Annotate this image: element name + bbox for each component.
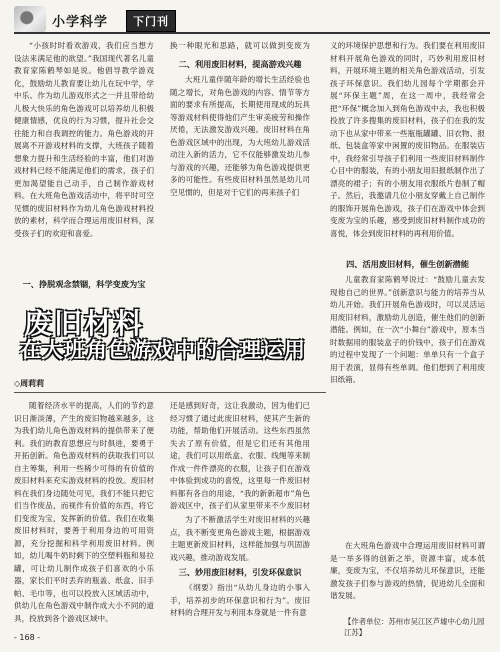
author-byline: ◇周莉莉 [14,379,45,388]
article-text-top-col2a: 换一种眼光和思路，就可以做到变废为 [170,41,310,50]
header-rule [14,32,490,34]
article-text-top-col2b: 大班儿童伴随年龄的增长生活经验也随之增长，对角色游戏的内容、情节等方面的要求有所提高，长期使用现成的玩具等游戏材料使得他们产生审美疲劳和操作厌倦，无法激发游戏兴趣。废旧材料在角色游戏区域中的出现，为大班幼儿游戏活动注入新的活力，它不仅能够激发幼儿参与游戏的兴趣，还能够为角色游戏提供更多的可能性。有些废旧材料虽然是幼儿司空见惯的，但是对于它们的再来孩子们 [170,75,310,197]
article-text-col4: 儿童教育家陈鹤琴说过：“鼓励儿童去发现他自己的世界。”创新意识与能力的培养当从幼儿开始。我们开展角色游戏时，可以灵活运用废旧材料，激励幼儿创造，催生他们的创新潜能。例如，在一次“小舞台”游戏中，原本当时数据用的服装盒子的价钱中，孩子们在游戏的过程中发现了一个问题：单单只有一个盒子用于表演，显得有些单调。他们想到了利用废旧纸箱。 [330,275,485,384]
article-title-line2: 在大班角色游戏中的合理运用 [20,338,306,362]
section-heading-1: 一、挣脱观念禁锢，科学变废为宝 [22,279,146,289]
article-text-top-col1: “小孩时时看欢游戏，我们应当想方设法来满足他的欲望。”我国现代著名儿童教育家陈鹤琴如是说。他倡导教学游戏化，鼓励幼儿教育要让幼儿在玩中学，学中乐。作为幼儿游戏形式之一并且带给幼儿极大快乐的角色游戏可以培养幼儿积极健康情感，优良的行为习惯，提升社会交往能力和自我调控的能力。角色游戏的开展离不开游戏材料的支撑，大班孩子随着想象力提升和生活经验的丰富，他们对游戏材料已经不能满足他们的需求，孩子们更加渴望能自己动手，自己制作游戏材料。在大班角色游戏活动中，将平时可空见惯的废旧材料作为幼儿角色游戏材料投放的素材，科学而合理运用废旧材料，深受孩子们的欢迎和喜爱。 [14,41,154,238]
author-affiliation: 【作者单位：苏州市吴江区芦墟中心幼儿园 江苏】 [344,617,485,637]
article-text-bottom-col2c: 《纲要》指出“从幼儿身边的小事入手，培养初步的环保意识和行为”。废旧材料的合理开发与利用本身就是一件有意 [170,583,310,617]
article-title-line1: 废旧材料 [24,307,145,340]
article-text-bottom-col2a: 还是感到好奇，这让我激动，因为他们已经习惯了通过此废旧材料，使其产生新的功能，帮助他们开展活动。这些东西虽然失去了原有价值，但是它们还有其他用途，我们可以用纸盒、衣服、线绳等来制作成一件件漂亮的衣服，让孩子们在游戏中体验到成功的喜悦，这里每一件废旧材料都有各自的用途，“我的新新超市”角色游戏区中，孩子们从家里带来不少废旧材 [170,401,310,510]
magazine-name: 小学科学 [52,15,109,30]
title-banner [14,300,326,372]
page-number: - 168 - [14,633,41,642]
article-conclusion: 在大班角色游戏中合理运用废旧材料可谓是一举多得的创新之举，资源丰富，成本低廉，变废为宝，不仅培养幼儿环保意识，还能激发孩子们参与游戏的热情，促进幼儿全面和谐发展。 [330,541,485,600]
article-text-bottom-col2b: 为了不断激活学生对废旧材料的兴趣点，我不断变更角色游戏主题，根据游戏主题更新废旧材料，这样能加强与巩固游戏兴趣，推动游戏发展。 [170,515,310,562]
section-heading-2: 二、利用废旧材料，提高游戏兴趣 [178,59,302,69]
article-text-bottom-col1: 随着经济水平的提高，人们的节约意识日渐淡薄，产生的废旧物越来越多，这为我们幼儿角色游戏材料的提供带来了便利。我们的教育思想应与时俱进，要勇于开拓创新。角色游戏材料的获取我们可以自主筹集，利用一些稀少可得的有价值的废旧材料来充实游戏材料的投放。废旧材料在我们身边随处可见，我们不能只把它们当作废品，而视作有价值的东西，将它们变废为宝，发挥新的价值。我们在收集废旧材料时，要善于利用身边的可用资源，充分挖掘和科学利用废旧材料。例如，幼儿喝牛奶时剩下的空塑料瓶和易拉罐，可让幼儿制作成孩子们喜欢的小乐器，家长们平时丢弃的瓶盖、纸盒、旧手帕、毛巾等，也可以投放入区域活动中，供幼儿在角色游戏中制作成大小不同的道具，投放到各个游戏区域中。 [14,401,154,623]
section-heading-3: 三、妙用废旧材料，引发环保意识 [178,567,302,577]
magazine-logo [14,6,46,32]
section-heading-4: 四、活用废旧材料，催生创新潜能 [346,259,469,269]
article-text-top-col3: 义的环境保护思想和行为。我们要在利用废旧材料开展角色游戏的同时，巧妙利用废旧材料，开展环境主题的相关角色游戏活动，引发孩子环保意识。我们幼儿园每个学期都会开展“环保主题”周，在这一周中，我经常会把“环保”概念加入到角色游戏中去，我也积极投放了许多搜集的废旧材料，孩子们在我的发动下也从家中带来一些瓶瓶罐罐、旧衣物、报纸、包装盒等家中闲置的废旧物品。在服装店中，我经常引导孩子们利用一些废旧材料制作心目中的服装，有的小朋友用旧报纸制作出了漂亮的裙子；有的小朋友用衣服纸片卷制了帽子。然后，我邀请几位小朋友穿戴上自己制作的服饰开展角色游戏，孩子们在游戏中体会到变废为宝的乐趣，感受到废旧材料制作成功的喜悦，体会到废旧材料的再利用价值。 [330,41,485,238]
column-badge: 下门刊 [126,10,176,32]
title-divider [14,392,326,393]
page-header [14,6,490,34]
